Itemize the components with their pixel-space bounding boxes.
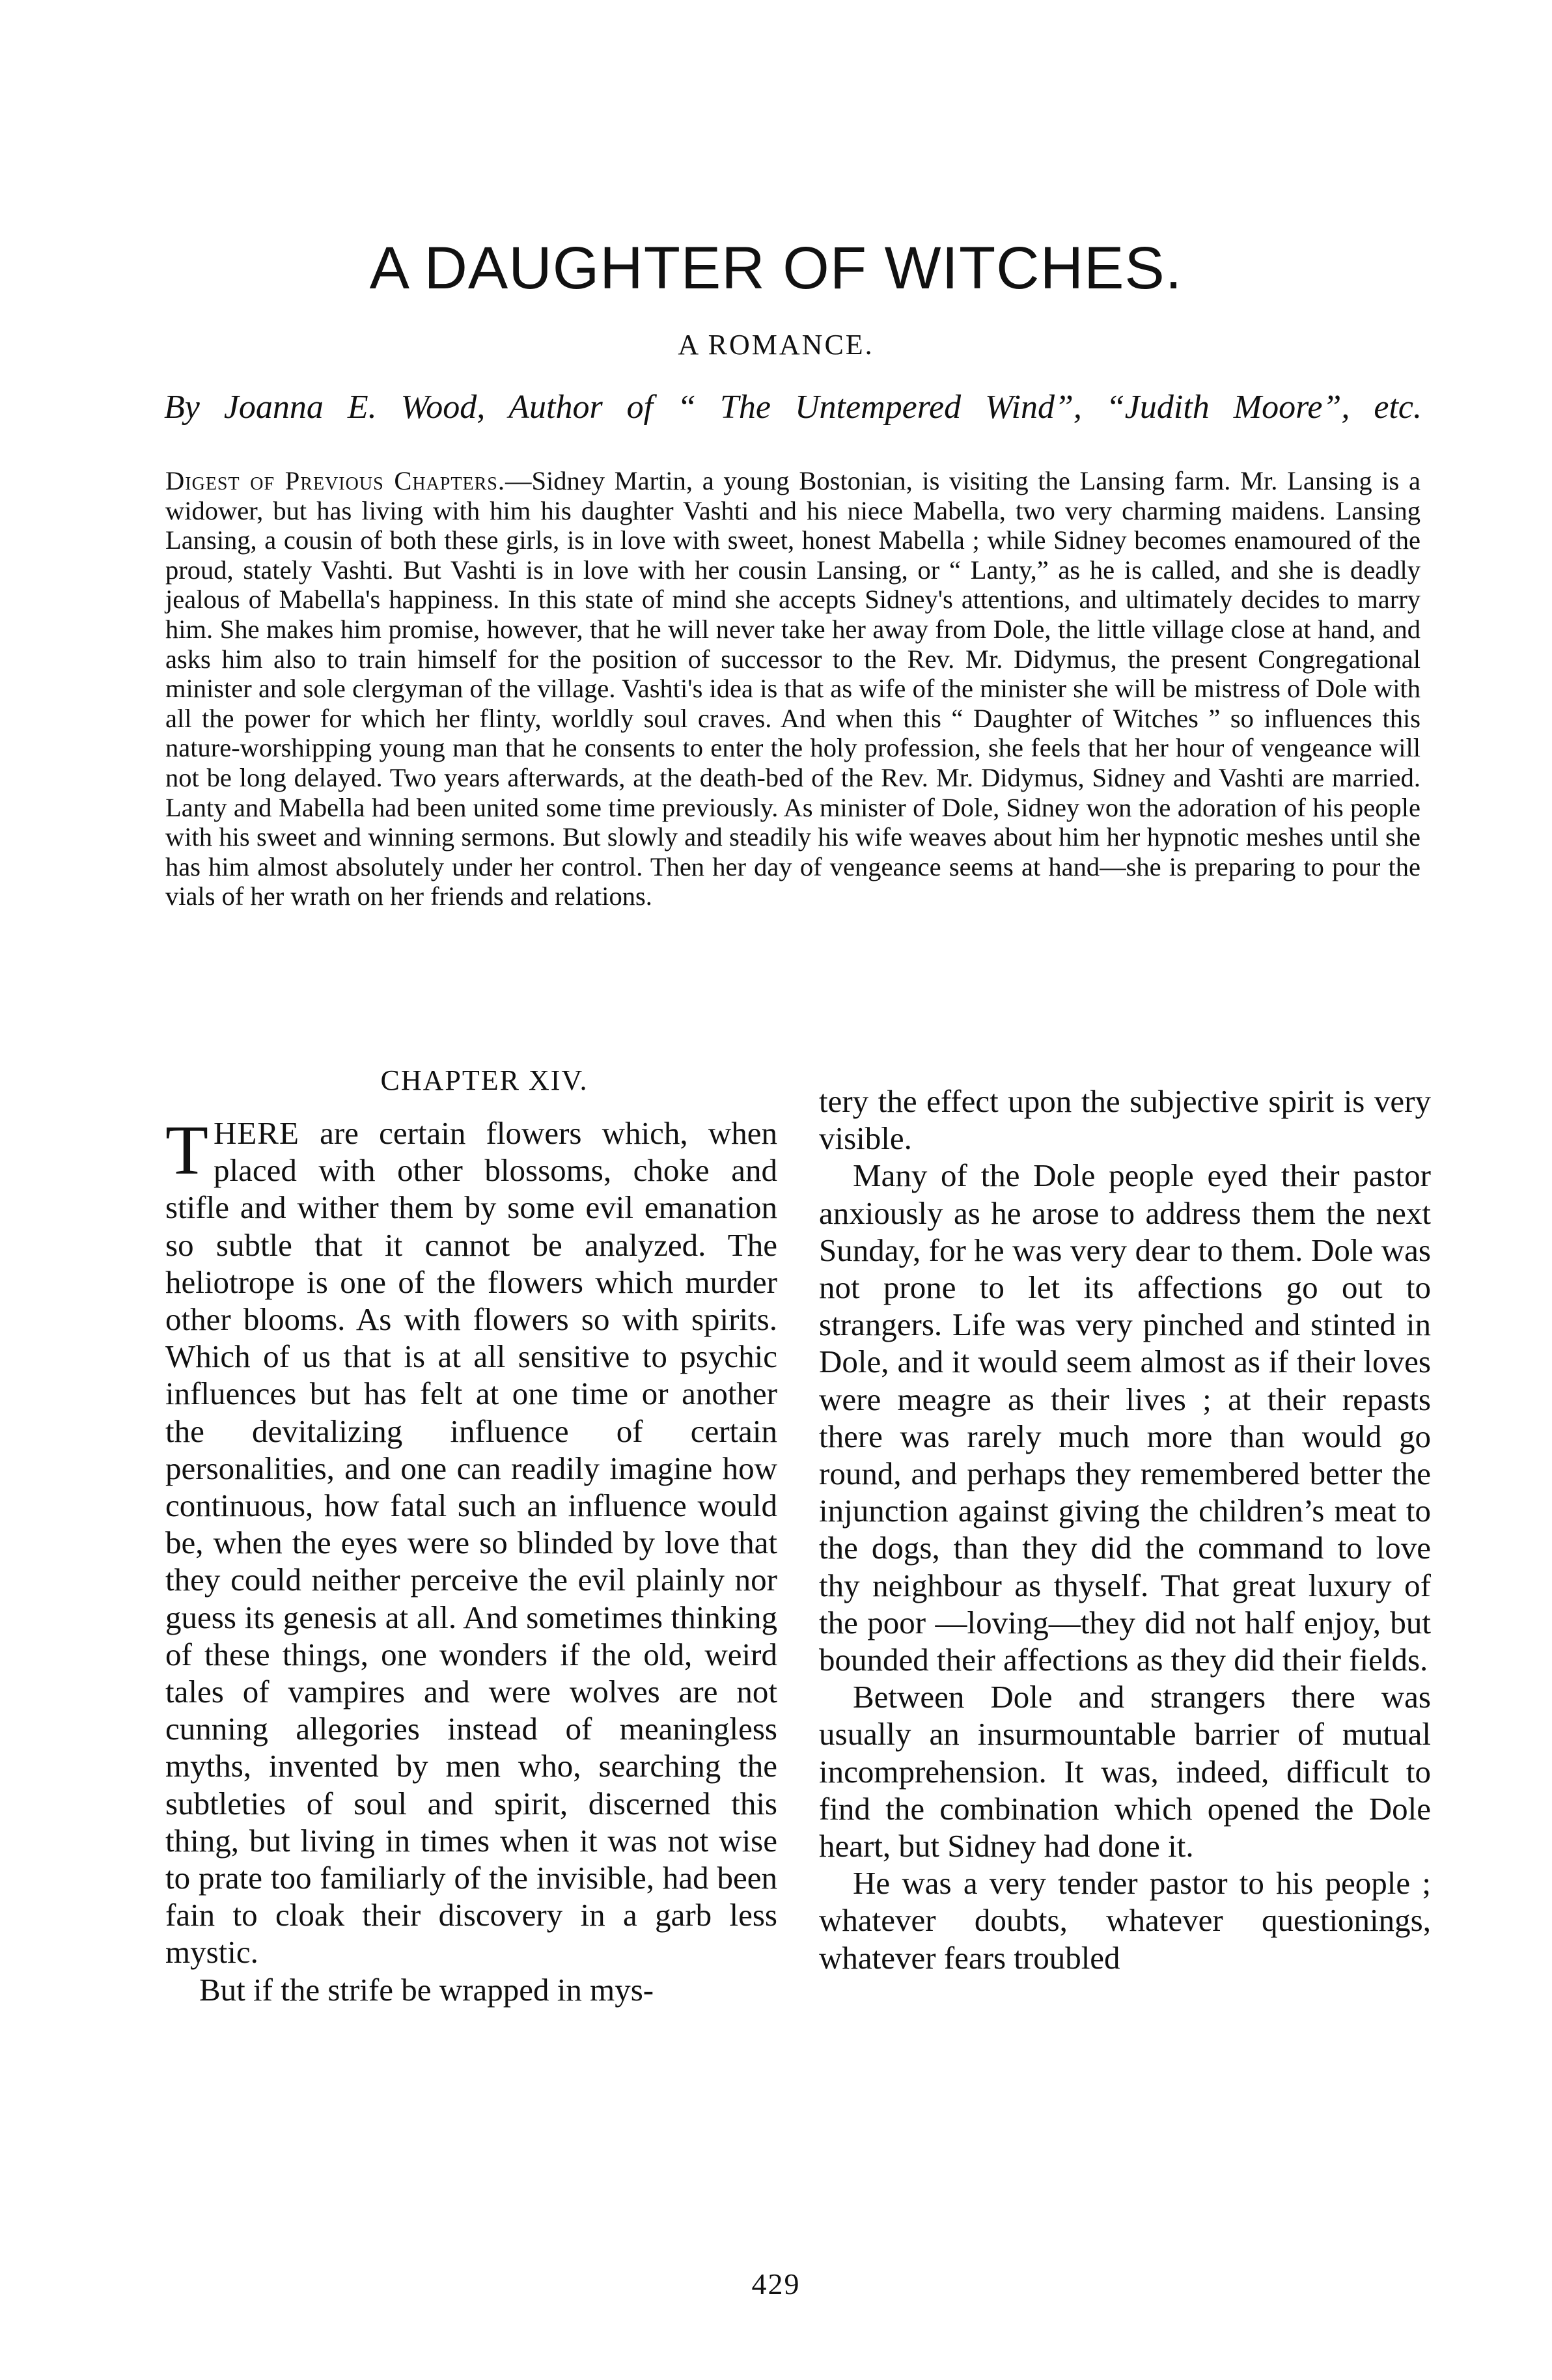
paragraph-text: are certain flowers which, when placed with other blossoms, choke and stifle and wither them by some evil emanation so subtle that it cannot be analyzed. The heliotrope is one of the flowers which murder other blooms. As with flowers so with spirits. Which of us that is at all sensitive to psychic influences but has felt at one time or another the devitalizing influence of certain personalities, and one can readily imagine how continuous, how fatal such an influence would be, when the eyes were so blinded by love that they could neither perceive the evil plainly nor guess its genesis at all. And sometimes thinking of these things, one wonders if the old, weird tales of vampires and were wolves are not cunning allegories instead of meaningless myths, invented by men who, searching the subtleties of soul and spirit, discerned this thing, but living in times when it was not wise to prate too familiarly of the invisible, had been fain to cloak their discovery in a garb less mystic. — [165, 1115, 777, 1971]
digest-heading: Digest of Previous Chapters. — [165, 466, 505, 495]
article-subtitle: A ROMANCE. — [678, 329, 874, 361]
paragraph: He was a very tender pastor to his people ; whatever doubts, whatever questionings, whatever fears troubled — [819, 1865, 1431, 1976]
paragraph: But if the strife be wrapped in mys- — [199, 1971, 654, 2008]
left-column — [165, 1061, 777, 2008]
digest-text: —Sidney Martin, a young Bostonian, is visiting the Lansing farm. Mr. Lansing is a widower, but has living with him his daughter Vashti and his niece Mabella, two very charming maidens. Lansing Lansing, a cousin of both these girls, is in love with sweet, honest Mabella ; while Sidney becomes enamoured of the proud, stately Vashti. But Vashti is in love with her cousin Lansing, or “ Lanty,” as he is called, and she is deadly jealous of Mabella's happiness. In this state of mind she accepts Sidney's attentions, and ultimately decides to marry him. She makes him promise, however, that he will never take her away from Dole, the little village close at hand, and asks him also to train himself for the position of successor to the Rev. Mr. Didymus, the present Congregational minister and sole clergyman of the village. Vashti's idea is that as wife of the minister she will be mistress of Dole with all the power for which her flinty, worldly soul craves. And when this “ Daughter of Witches ” so influences this nature-worshipping young man that he consents to enter the holy profession, she feels that her hour of vengeance will not be long delayed. Two years afterwards, at the death-bed of the Rev. Mr. Didymus, Sidney and Vashti are married. Lanty and Mabella had been united some time previously. As minister of Dole, Sidney won the adoration of his people with his sweet and winning sermons. But slowly and steadily his wife weaves about him her hypnotic meshes until she has him almost absolutely under her control. Then her day of vengeance seems at hand—she is preparing to pour the vials of her wrath on her friends and relations. — [165, 466, 1420, 911]
paragraph: Between Dole and strangers there was usually an insurmountable barrier of mutual incomprehension. It was, indeed, difficult to find the combination which opened the Dole heart, but Sidney had done it. — [819, 1679, 1431, 1864]
article-title: A DAUGHTER OF WITCHES. — [369, 235, 1183, 301]
right-column — [819, 1083, 1431, 1976]
page-number: 429 — [751, 2267, 801, 2301]
digest-of-previous-chapters — [165, 466, 1420, 911]
paragraph — [165, 1114, 777, 1971]
drop-cap: T — [165, 1112, 208, 1189]
paragraph: tery the effect upon the subjective spirit is very visible. — [819, 1083, 1431, 1157]
paragraph-opening-word: HERE — [213, 1115, 299, 1151]
chapter-heading: CHAPTER XIV. — [380, 1064, 589, 1096]
article-byline: By Joanna E. Wood, Author of “ The Untempered Wind”, “Judith Moore”, etc. — [164, 389, 1422, 426]
paragraph: Many of the Dole people eyed their pastor anxiously as he arose to address them the next Sunday, for he was very dear to them. Dole was not prone to let its affections go out to strangers. Life was very pinched and stinted in Dole, and it would seem almost as if their loves were meagre as their lives ; at their repasts there was rarely much more than would go round, and perhaps they remembered better the injunction against giving the children’s meat to the dogs, than they did the command to love thy neighbour as thyself. That great luxury of the poor —loving—they did not half enjoy, but bounded their affections as they did their fields. — [819, 1157, 1431, 1678]
